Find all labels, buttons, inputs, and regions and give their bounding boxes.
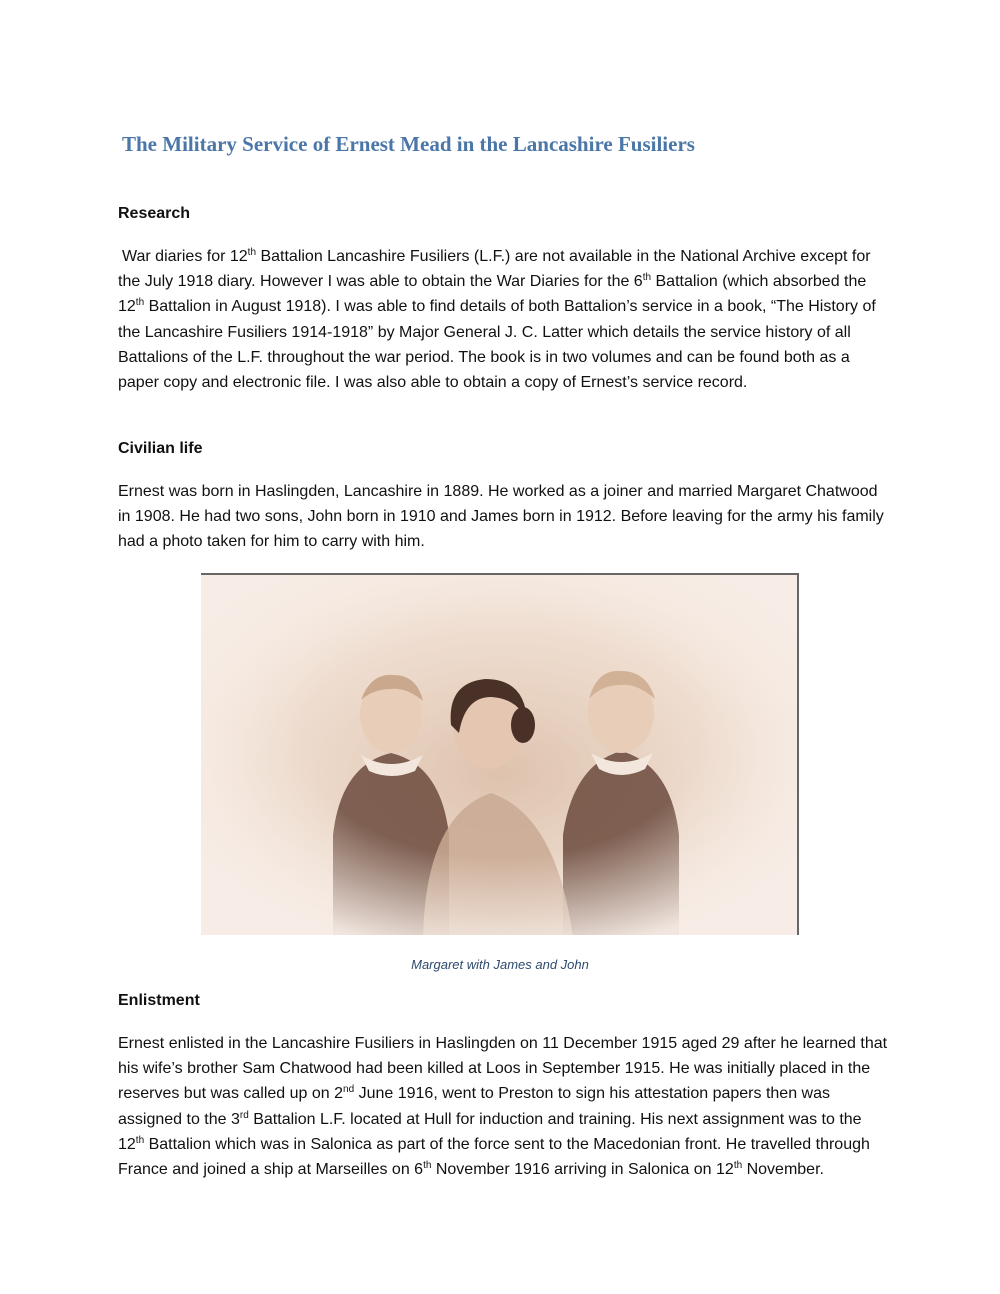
family-photo (201, 573, 799, 935)
research-paragraph: War diaries for 12th Battalion Lancashire Fusiliers (L.F.) are not available in the National Archive except for the July 1918 diary. However I was able to obtain the War Diaries for the 6th Battalion (which absorbed the 12th Battalion in August 1918). I was able to find details of both Battalion’s service in a book, “The History of the Lancashire Fusiliers 1914-1918” by Major General J. C. Latter which details the service history of all Battalions of the L.F. throughout the war period. The book is in two volumes and can be found both as a paper copy and electronic file. I was also able to obtain a copy of Ernest’s service record. (118, 247, 876, 392)
civilian-life-heading: Civilian life (118, 440, 203, 457)
photo-caption: Margaret with James and John (411, 957, 589, 972)
enlistment-heading: Enlistment (118, 992, 200, 1009)
civilian-life-paragraph: Ernest was born in Haslingden, Lancashire in 1889. He worked as a joiner and married Margaret Chatwood in 1908. He had two sons, John born in 1910 and James born in 1912. Before leaving for the army his family had a photo taken for him to carry with him. (118, 483, 884, 551)
research-heading: Research (118, 205, 191, 222)
enlistment-paragraph: Ernest enlisted in the Lancashire Fusiliers in Haslingden on 11 December 1915 aged 29 after he learned that his wife’s brother Sam Chatwood had been killed at Loos in September 1915. He was initially placed in the reserves but was called up on 2nd June 1916, went to Preston to sign his attestation papers then was assigned to the 3rd Battalion L.F. located at Hull for induction and training. His next assignment was to the 12th Battalion which was in Salonica as part of the force sent to the Macedonian front. He travelled through France and joined a ship at Marseilles on 6th November 1916 arriving in Salonica on 12th November. (118, 1035, 888, 1179)
family-photo-illustration (201, 575, 799, 935)
page-title: The Military Service of Ernest Mead in the Lancashire Fusiliers (122, 132, 695, 156)
